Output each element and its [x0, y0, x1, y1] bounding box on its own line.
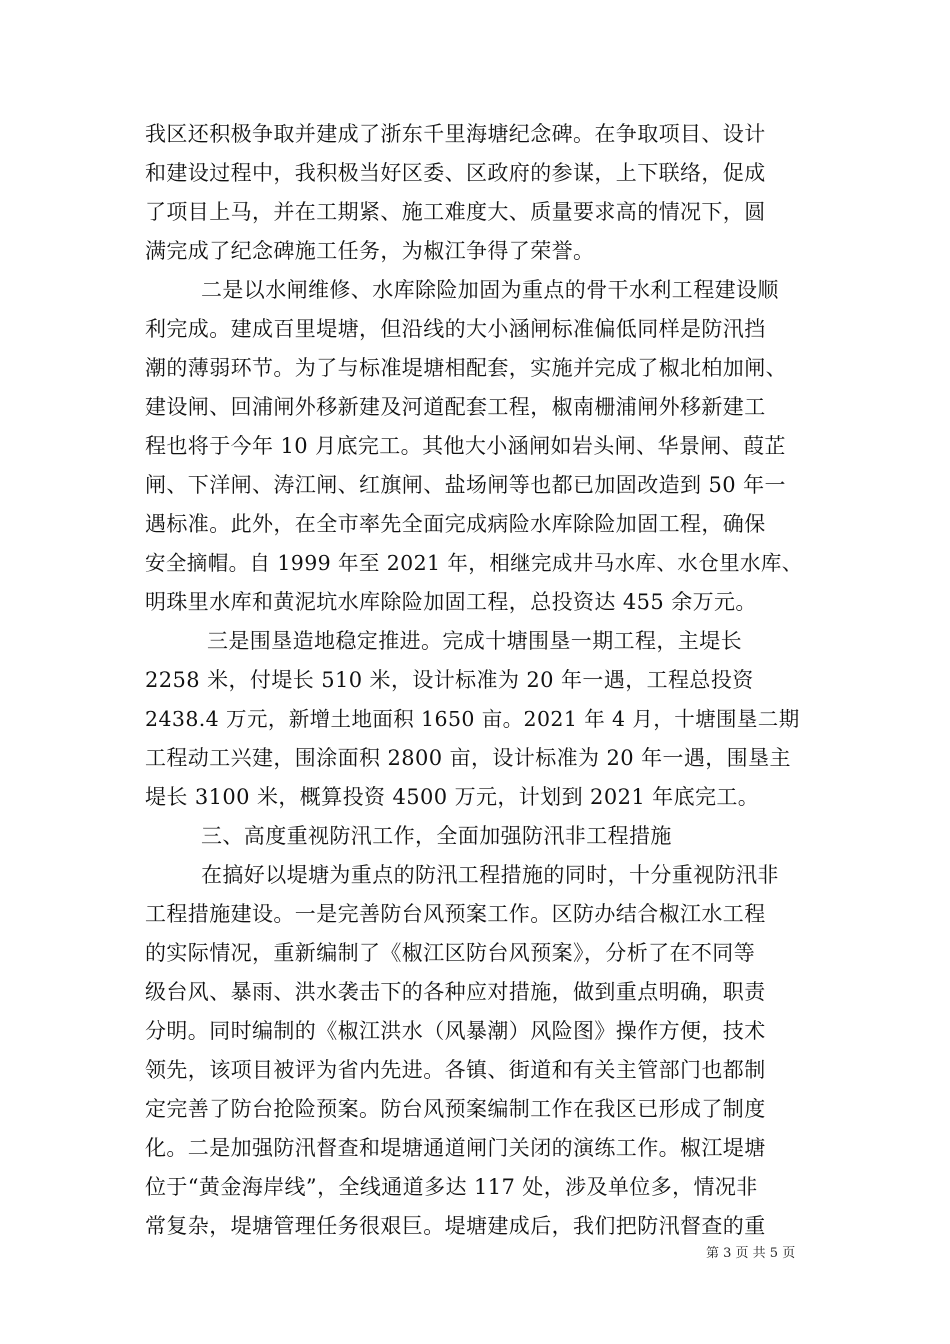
text-line: 2258 米，付堤长 510 米，设计标准为 20 年一遇，工程总投资 [145, 668, 754, 692]
text-line: 闸、下洋闸、涛江闸、红旗闸、盐场闸等也都已加固改造到 50 年一 [145, 473, 786, 497]
text-line: 的实际情况，重新编制了《椒江区防台风预案》，分析了在不同等 [145, 941, 756, 965]
text-line: 建设闸、回浦闸外移新建及河道配套工程，椒南栅浦闸外移新建工 [145, 395, 766, 419]
text-line: 明珠里水库和黄泥坑水库除险加固工程，总投资达 455 余万元。 [145, 590, 757, 614]
text-line: 遇标准。此外，在全市率先全面完成病险水库除险加固工程，确保 [145, 512, 766, 536]
text-line: 堤长 3100 米，概算投资 4500 万元，计划到 2021 年底完工。 [145, 785, 760, 809]
text-line: 了项目上马，并在工期紧、施工难度大、质量要求高的情况下，圆 [145, 200, 766, 224]
text-line: 安全摘帽。自 1999 年至 2021 年，相继完成井马水库、水仓里水库、 [145, 551, 803, 575]
text-line: 分明。同时编制的《椒江洪水（风暴潮）风险图》操作方便，技术 [145, 1019, 766, 1043]
text-line: 定完善了防台抢险预案。防台风预案编制工作在我区已形成了制度 [145, 1097, 766, 1121]
text-line: 和建设过程中，我积极当好区委、区政府的参谋，上下联络，促成 [145, 161, 766, 185]
text-line: 级台风、暴雨、洪水袭击下的各种应对措施，做到重点明确，职责 [145, 980, 766, 1004]
text-line: 我区还积极争取并建成了浙东千里海塘纪念碑。在争取项目、设计 [145, 122, 766, 146]
text-line: 潮的薄弱环节。为了与标准堤塘相配套，实施并完成了椒北柏加闸、 [145, 356, 787, 380]
text-line: 常复杂，堤塘管理任务很艰巨。堤塘建成后，我们把防汛督查的重 [145, 1214, 766, 1238]
text-line: 利完成。建成百里堤塘，但沿线的大小涵闸标准偏低同样是防汛挡 [145, 317, 766, 341]
page-number: 第 3 页 共 5 页 [706, 1246, 796, 1261]
text-line: 二是以水闸维修、水库除险加固为重点的骨干水利工程建设顺 [201, 278, 779, 302]
text-line: 在搞好以堤塘为重点的防汛工程措施的同时，十分重视防汛非 [201, 863, 779, 887]
text-line: 程也将于今年 10 月底完工。其他大小涵闸如岩头闸、华景闸、葭芷 [145, 434, 786, 458]
text-line: 化。二是加强防汛督查和堤塘通道闸门关闭的演练工作。椒江堤塘 [145, 1136, 766, 1160]
text-line: 满完成了纪念碑施工任务，为椒江争得了荣誉。 [145, 239, 595, 263]
text-line: 三是围垦造地稳定推进。完成十塘围垦一期工程，主堤长 [207, 629, 742, 653]
section-heading: 三、高度重视防汛工作，全面加强防汛非工程措施 [201, 824, 672, 848]
text-line: 领先，该项目被评为省内先进。各镇、街道和有关主管部门也都制 [145, 1058, 766, 1082]
text-line: 位于“黄金海岸线”，全线通道多达 117 处，涉及单位多，情况非 [145, 1175, 758, 1199]
text-line: 工程措施建设。一是完善防台风预案工作。区防办结合椒江水工程 [145, 902, 766, 926]
text-line: 2438.4 万元，新增土地面积 1650 亩。2021 年 4 月，十塘围垦二期 [145, 707, 800, 731]
text-line: 工程动工兴建，围涂面积 2800 亩，设计标准为 20 年一遇，围垦主 [145, 746, 791, 770]
